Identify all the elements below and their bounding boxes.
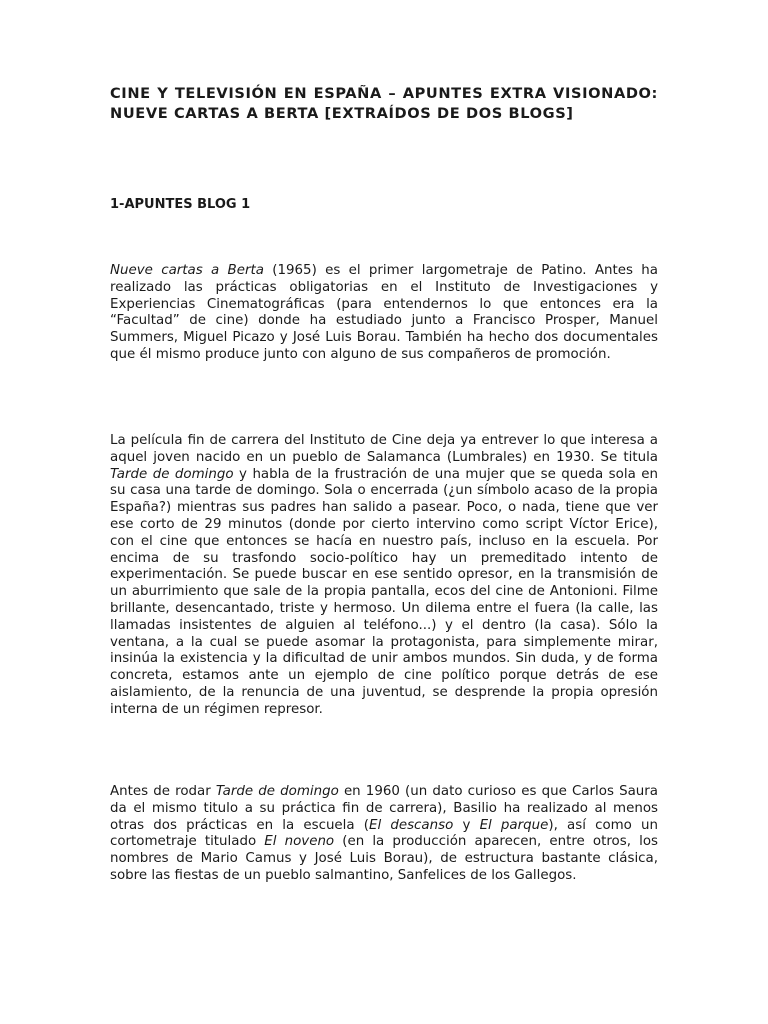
paragraph-1 <box>110 263 658 364</box>
paragraph-3 <box>110 784 658 885</box>
italic-title-run: El noveno <box>264 834 335 850</box>
text-run: y <box>453 817 480 833</box>
section-heading: 1-APUNTES BLOG 1 <box>110 197 251 212</box>
text-run: y habla de la frustración de una mujer que se queda sola en su casa una tarde de domingo. Sola o encerrada (¿un símbolo acaso de la propia España?) mientras sus padres han salido a pasear. Poco, o nada, tiene que ver ese corto de 29 minutos (donde por cierto intervino como script Víctor Erice), con el cine que entonces se hacía en nuestro país, incluso en la escuela. Por encima de su trasfondo socio-político hay un premeditado intento de experimentación. Se puede buscar en ese sentido opresor, en la transmisión de un aburrimiento que sale de la propia pantalla, ecos del cine de Antonioni. Filme brillante, desencantado, triste y hermoso. Un dilema entre el fuera (la calle, las llamadas insistentes de alguien al teléfono...) y el dentro (la casa). Sólo la ventana, a la cual se puede asomar la protagonista, para simplemente mirar, insinúa la existencia y la dificultad de unir ambos mundos. Sin duda, y de forma concreta, estamos ante un ejemplo de cine político porque detrás de ese aislamiento, de la renuncia de una juventud, se desprende la propia opresión interna de un régimen represor. <box>110 466 658 717</box>
text-run: Antes de rodar <box>110 784 216 799</box>
document-title: CINE Y TELEVISIÓN EN ESPAÑA – APUNTES EXTRA VISIONADO: NUEVE CARTAS A BERTA [EXTRAÍDOS DE DOS BLOGS] <box>110 85 658 122</box>
italic-title-run: El parque <box>479 817 549 833</box>
paragraph-2 <box>110 433 658 719</box>
italic-title-run: Tarde de domingo <box>110 466 234 482</box>
italic-title-run: Tarde de domingo <box>215 784 339 799</box>
text-run: en 1960 (un dato curioso es que Carlos Saura da el mismo titulo a su práctica fin de carrera), Basilio ha realizado al menos otras dos prácticas en la escuela ( <box>110 784 658 833</box>
text-run: (en la producción aparecen, entre otros, los nombres de Mario Camus y José Luis Borau), de estructura bastante clásica, sobre las fiestas de un pueblo salmantino, Sanfelices de los Gallegos. <box>110 834 658 883</box>
italic-title-run: El descanso <box>369 817 454 833</box>
document-page <box>110 84 659 883</box>
text-run: La película fin de carrera del Instituto de Cine deja ya entrever lo que interesa a aquel joven nacido en un pueblo de Salamanca (Lumbrales) en 1930. Se titula <box>110 433 658 465</box>
text-run: ), así como un cortometraje titulado <box>110 817 659 850</box>
italic-title-run: Nueve cartas a Berta <box>110 263 264 278</box>
text-run: (1965) es el primer largometraje de Patino. Antes ha realizado las prácticas obligatorias en el Instituto de Investigaciones y Experiencias Cinematográficas (para entendernos lo que entonces era la “Facultad” de cine) donde ha estudiado junto a Francisco Prosper, Manuel Summers, Miguel Picazo y José Luis Borau. También ha hecho dos documentales que él mismo produce junto con alguno de sus compañeros de promoción. <box>110 263 658 362</box>
